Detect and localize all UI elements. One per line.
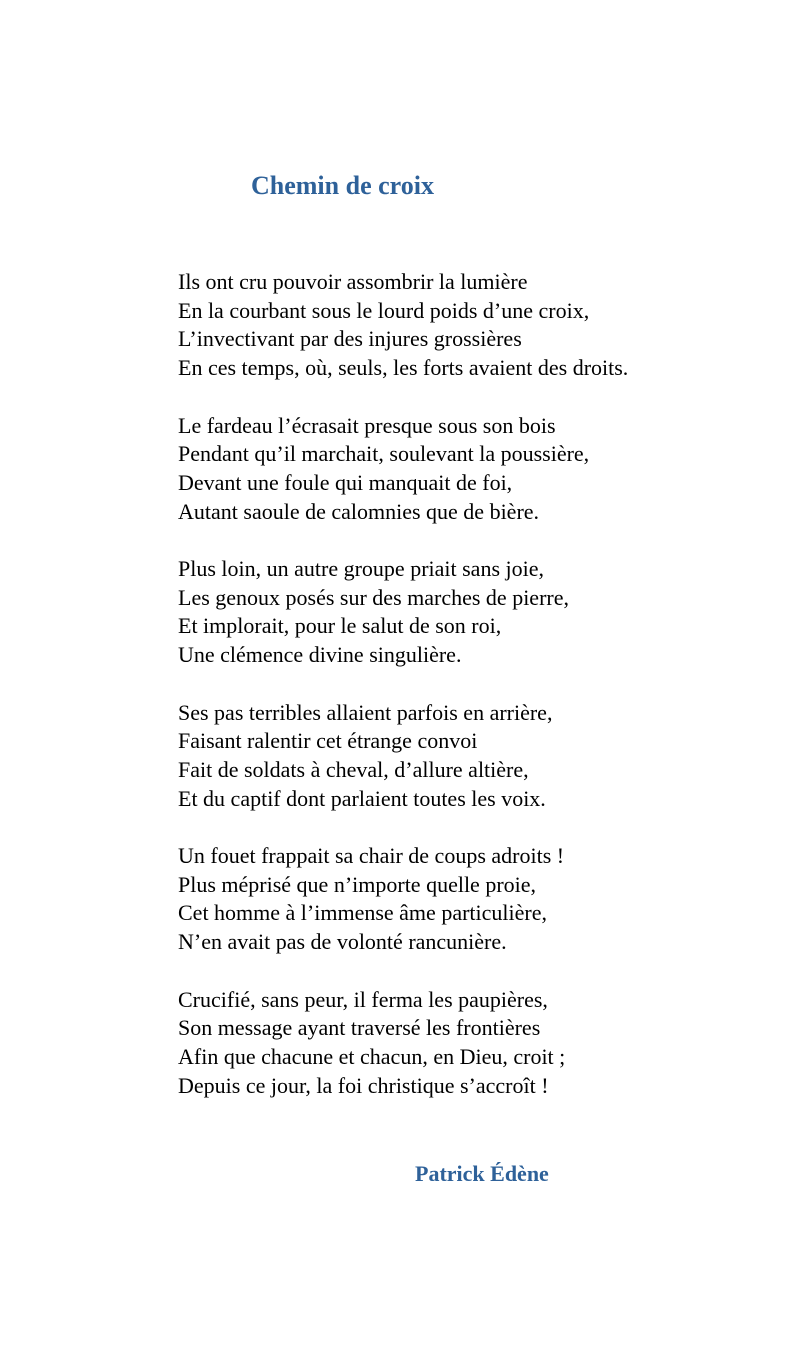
poem-line: Un fouet frappait sa chair de coups adroits ! (178, 843, 565, 868)
poem-body (178, 268, 778, 1129)
stanza (178, 268, 778, 383)
author-signature: Patrick Édène (415, 1161, 549, 1186)
poem-line: Une clémence divine singulière. (178, 642, 462, 668)
poem-line: Plus loin, un autre groupe priait sans joie, (178, 556, 544, 581)
poem-line: Cet homme à l’immense âme particulière, (178, 900, 547, 926)
poem-line: Afin que chacune et chacun, en Dieu, croit ; (178, 1043, 566, 1069)
stanza (178, 986, 778, 1101)
poem-line: Fait de soldats à cheval, d’allure altière, (178, 756, 529, 782)
poem-line: N’en avait pas de volonté rancunière. (178, 929, 507, 955)
poem-line: Ses pas terribles allaient parfois en arrière, (178, 699, 553, 725)
stanza (178, 842, 778, 957)
poem-line: En la courbant sous le lourd poids d’une croix, (178, 297, 590, 323)
poem-line: En ces temps, où, seuls, les forts avaient des droits. (178, 355, 629, 381)
poem-line: Le fardeau l’écrasait presque sous son bois (178, 412, 556, 438)
stanza (178, 699, 778, 814)
poem-line: L’invectivant par des injures grossières (178, 326, 522, 352)
poem-line: Faisant ralentir cet étrange convoi (178, 728, 478, 754)
poem-line: Devant une foule qui manquait de foi, (178, 469, 513, 495)
stanza (178, 412, 778, 527)
poem-line: Pendant qu’il marchait, soulevant la poussière, (178, 441, 590, 467)
poem-line: Et implorait, pour le salut de son roi, (178, 613, 502, 639)
poem-line: Depuis ce jour, la foi christique s’accroît ! (178, 1072, 549, 1098)
poem-line: Ils ont cru pouvoir assombrir la lumière (178, 269, 528, 294)
poem-line: Plus méprisé que n’importe quelle proie, (178, 871, 537, 897)
poem-line: Et du captif dont parlaient toutes les voix. (178, 785, 546, 811)
poem-line: Les genoux posés sur des marches de pierre, (178, 584, 569, 610)
poem-title: Chemin de croix (251, 171, 434, 200)
poem-line: Autant saoule de calomnies que de bière. (178, 498, 540, 524)
poem-line: Son message ayant traversé les frontières (178, 1015, 541, 1041)
poem-line: Crucifié, sans peur, il ferma les paupières, (178, 986, 548, 1012)
stanza (178, 555, 778, 670)
